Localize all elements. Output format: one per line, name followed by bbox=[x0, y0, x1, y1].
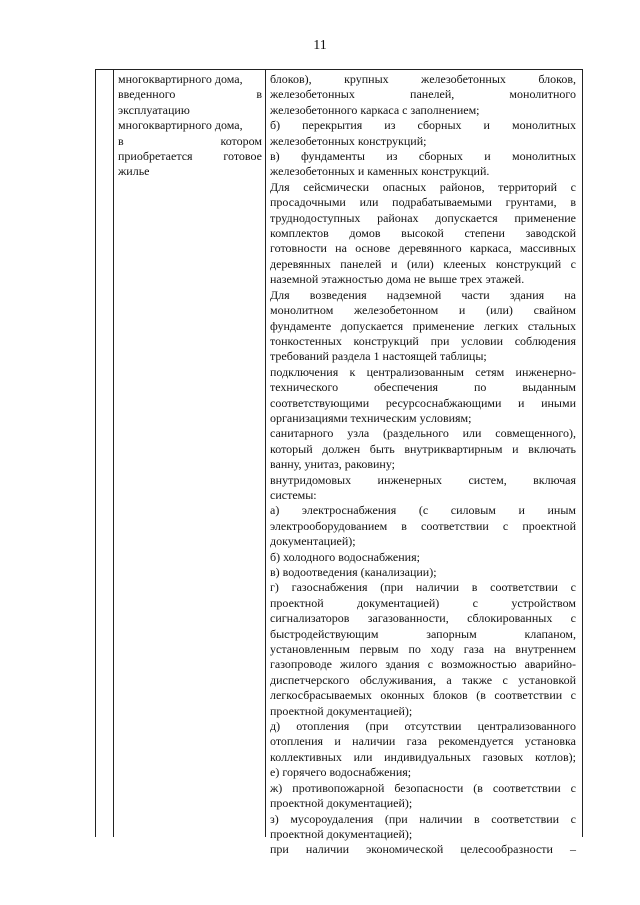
text-line: ж) противопожарной безопасности (в соответствии с bbox=[270, 780, 576, 795]
text-line: в) водоотведения (канализации); bbox=[270, 565, 437, 579]
text-line: отопления и наличии газа рекомендуется установка bbox=[270, 734, 576, 749]
text-line: санитарного узла (раздельного или совмещенного), bbox=[270, 426, 576, 441]
table-border-right bbox=[582, 69, 583, 837]
text-line: приобретается готовое bbox=[118, 149, 262, 164]
text-line: организациями техническим условиям; bbox=[270, 410, 472, 425]
text-line: в) фундаменты из сборных и монолитных bbox=[270, 149, 576, 164]
text-line: установленным первым по ходу газа на внутреннем bbox=[270, 642, 576, 657]
text-line: сигнализаторов загазованности, сблокированных с bbox=[270, 611, 576, 626]
text-line: проектной документацией) с устройством bbox=[270, 595, 576, 610]
text-line: е) горячего водоснабжения; bbox=[270, 765, 412, 780]
text-line: системы: bbox=[270, 487, 317, 502]
text-line: соответствующими ресурсоснабжающими и иными bbox=[270, 395, 576, 410]
requirements-table bbox=[95, 69, 583, 857]
table-divider-2 bbox=[265, 69, 266, 837]
table-divider-1 bbox=[113, 69, 114, 837]
text-line: коллективных или индивидуальных газовых котлов); bbox=[270, 749, 576, 764]
text-line: просадочными или подрабатываемыми грунтами, в bbox=[270, 195, 576, 210]
text-line: деревянных панелей и (или) клееных конструкций с bbox=[270, 256, 576, 271]
text-line: д) отопления (при отсутствии централизованного bbox=[270, 719, 576, 734]
text-line: подключения к централизованным сетям инженерно- bbox=[270, 364, 576, 379]
text-line: документацией); bbox=[270, 534, 356, 549]
text-line: б) холодного водоснабжения; bbox=[270, 549, 420, 564]
text-line: б) перекрытия из сборных и монолитных bbox=[270, 118, 576, 133]
object-description-cell bbox=[118, 72, 262, 180]
text-line: электрооборудованием в соответствии с проектной bbox=[270, 518, 576, 533]
text-line: введенного в bbox=[118, 87, 262, 102]
text-line: при наличии экономической целесообразности – bbox=[270, 842, 576, 857]
text-line: железобетонных панелей, монолитного bbox=[270, 87, 576, 102]
text-line: Для сейсмически опасных районов, территорий с bbox=[270, 179, 576, 194]
text-line: проектной документацией); bbox=[270, 826, 413, 841]
text-line: ванну, унитаз, раковину; bbox=[270, 457, 396, 472]
text-line: г) газоснабжения (при наличии в соответствии с bbox=[270, 580, 576, 595]
table-top-border bbox=[95, 69, 583, 70]
text-line: диспетчерского обслуживания, а также с установкой bbox=[270, 672, 576, 687]
text-line: готовности на основе деревянного каркаса, массивных bbox=[270, 241, 576, 256]
text-line: железобетонных конструкций; bbox=[270, 133, 427, 148]
text-line: наземной этажностью дома не выше трех этажей. bbox=[270, 272, 525, 287]
text-line: проектной документацией); bbox=[270, 703, 413, 718]
text-line: технического обеспечения по выданным bbox=[270, 380, 576, 395]
requirements-cell bbox=[270, 72, 576, 858]
text-line: легкосбрасываемых оконных блоков (в соответствии с bbox=[270, 688, 576, 703]
text-line: фундаменте допускается применение легких стальных bbox=[270, 318, 576, 333]
text-line: внутридомовых инженерных систем, включая bbox=[270, 472, 576, 487]
text-line: з) мусороудаления (при наличии в соответствии с bbox=[270, 811, 576, 826]
text-line: быстродействующим запорным клапаном, bbox=[270, 626, 576, 641]
text-line: монолитном железобетонном и (или) свайном bbox=[270, 303, 576, 318]
text-line: многоквартирного дома, bbox=[118, 72, 243, 86]
text-line: комплектов домов высокой степени заводской bbox=[270, 226, 576, 241]
text-line: железобетонного каркаса с заполнением; bbox=[270, 102, 480, 117]
text-line: в котором bbox=[118, 133, 262, 148]
text-line: Для возведения надземной части здания на bbox=[270, 287, 576, 302]
text-line: а) электроснабжения (с силовым и иным bbox=[270, 503, 576, 518]
text-line: проектной документацией); bbox=[270, 796, 413, 811]
text-line: многоквартирного дома, bbox=[118, 118, 243, 133]
text-line: газопроводе жилого здания с возможностью аварийно- bbox=[270, 657, 576, 672]
text-line: железобетонных и каменных конструкций. bbox=[270, 164, 490, 179]
table-border-left bbox=[95, 69, 96, 837]
text-line: блоков), крупных железобетонных блоков, bbox=[270, 72, 576, 86]
text-line: тонкостенных конструкций при условии соблюдения bbox=[270, 333, 576, 348]
text-line: жилье bbox=[118, 164, 150, 179]
text-line: требований раздела 1 настоящей таблицы; bbox=[270, 349, 487, 364]
text-line: труднодоступных районах допускается применение bbox=[270, 210, 576, 225]
text-line: эксплуатацию bbox=[118, 102, 190, 117]
page-number: 11 bbox=[313, 38, 327, 53]
text-line: который должен быть внутриквартирным и включать bbox=[270, 441, 576, 456]
